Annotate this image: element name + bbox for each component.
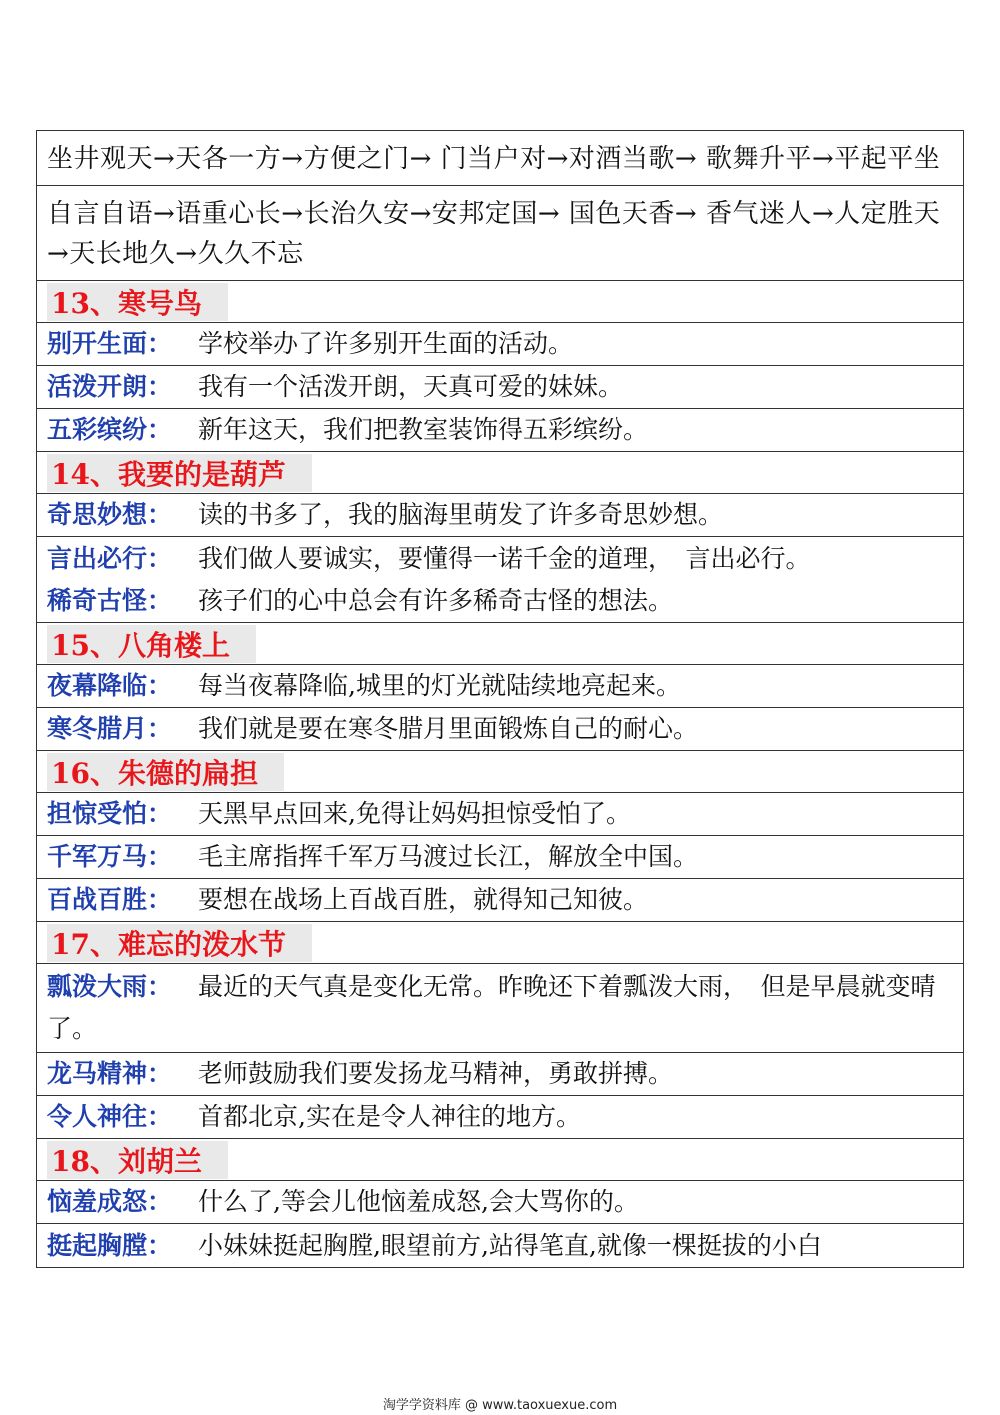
idiom-entry	[37, 580, 963, 623]
idiom-entry	[37, 964, 963, 1053]
example-sentence: 孩子们的心中总会有许多稀奇古怪的想法。	[198, 586, 674, 615]
idiom-entry	[37, 879, 963, 922]
idiom-term: 龙马精神：	[47, 1059, 173, 1088]
idiom-term: 瓢泼大雨：	[47, 972, 173, 1001]
idiom-term: 奇思妙想：	[47, 500, 173, 529]
example-sentence: 每当夜幕降临,城里的灯光就陆续地亮起来。	[198, 671, 681, 700]
page-footer: 淘学学资料库 @ www.taoxuexue.com	[382, 1398, 618, 1413]
idiom-term: 恼羞成怒：	[47, 1187, 173, 1216]
example-sentence: 要想在战场上百战百胜，就得知己知彼。	[198, 885, 649, 914]
idiom-term: 千军万马：	[47, 842, 173, 871]
example-sentence: 学校举办了许多别开生面的活动。	[198, 329, 574, 358]
idiom-term: 言出必行：	[47, 543, 173, 573]
example-sentence: 天黑早点回来,免得让妈妈担惊受怕了。	[198, 799, 631, 828]
example-sentence: 首都北京,实在是令人神往的地方。	[198, 1102, 581, 1131]
idiom-entry	[37, 1224, 963, 1267]
lesson-title: 17、难忘的泼水节	[47, 924, 312, 962]
idiom-entry	[37, 836, 963, 879]
idiom-term: 五彩缤纷：	[47, 415, 173, 444]
lesson-header	[37, 623, 963, 665]
example-sentence: 读的书多了，我的脑海里萌发了许多奇思妙想。	[198, 500, 724, 529]
idiom-term: 夜幕降临：	[47, 671, 173, 700]
example-sentence: 我们就是要在寒冬腊月里面锻炼自己的耐心。	[198, 714, 699, 743]
lesson-title: 14、我要的是葫芦	[47, 454, 312, 492]
idiom-entry	[37, 1096, 963, 1139]
idiom-term: 寒冬腊月：	[47, 714, 173, 743]
idiom-entry	[37, 1181, 963, 1224]
idiom-entry	[37, 494, 963, 537]
lesson-header	[37, 1139, 963, 1181]
lesson-title: 18、刘胡兰	[47, 1141, 228, 1179]
example-sentence: 我们做人要诚实，要懂得一诺千金的道理， 言出必行。	[198, 543, 811, 573]
example-sentence: 小妹妹挺起胸膛,眼望前方,站得笔直,就像一棵挺拔的小白	[198, 1230, 822, 1260]
idiom-entry	[37, 793, 963, 836]
lesson-title: 13、寒号鸟	[47, 283, 228, 321]
lesson-header	[37, 751, 963, 793]
idiom-entry	[37, 323, 963, 366]
lesson-title: 15、八角楼上	[47, 625, 256, 663]
idiom-term: 挺起胸膛：	[47, 1230, 173, 1260]
example-sentence: 我有一个活泼开朗，天真可爱的妹妹。	[198, 372, 624, 401]
example-sentence: 什么了,等会儿他恼羞成怒,会大骂你的。	[198, 1187, 639, 1216]
example-sentence: 新年这天，我们把教室装饰得五彩缤纷。	[198, 415, 649, 444]
idiom-entry	[37, 366, 963, 409]
idiom-entry	[37, 665, 963, 708]
example-sentence: 老师鼓励我们要发扬龙马精神，勇敢拼搏。	[198, 1059, 674, 1088]
idiom-entry	[37, 537, 963, 580]
idiom-term: 稀奇古怪：	[47, 586, 173, 615]
idiom-chain-row: 自言自语→语重心长→长治久安→安邦定国→ 国色天香→ 香气迷人→人定胜天→天长地久→久久不忘	[37, 186, 963, 281]
lesson-header	[37, 452, 963, 494]
lesson-title: 16、朱德的扁担	[47, 753, 284, 791]
idiom-entry	[37, 409, 963, 452]
idiom-term: 令人神往：	[47, 1102, 173, 1131]
idiom-entry	[37, 1053, 963, 1096]
example-sentence: 毛主席指挥千军万马渡过长江，解放全中国。	[198, 842, 699, 871]
idiom-term: 担惊受怕：	[47, 799, 173, 828]
idiom-chain-row: 坐井观天→天各一方→方便之门→ 门当户对→对酒当歌→ 歌舞升平→平起平坐	[37, 131, 963, 186]
idiom-table	[36, 130, 964, 1268]
example-sentence: 最近的天气真是变化无常。昨晚还下着瓢泼大雨， 但是早晨就变晴了。	[47, 972, 936, 1043]
idiom-term: 百战百胜：	[47, 885, 173, 914]
idiom-term: 活泼开朗：	[47, 372, 173, 401]
lesson-header	[37, 922, 963, 964]
lesson-header	[37, 281, 963, 323]
idiom-term: 别开生面：	[47, 329, 173, 358]
idiom-entry	[37, 708, 963, 751]
